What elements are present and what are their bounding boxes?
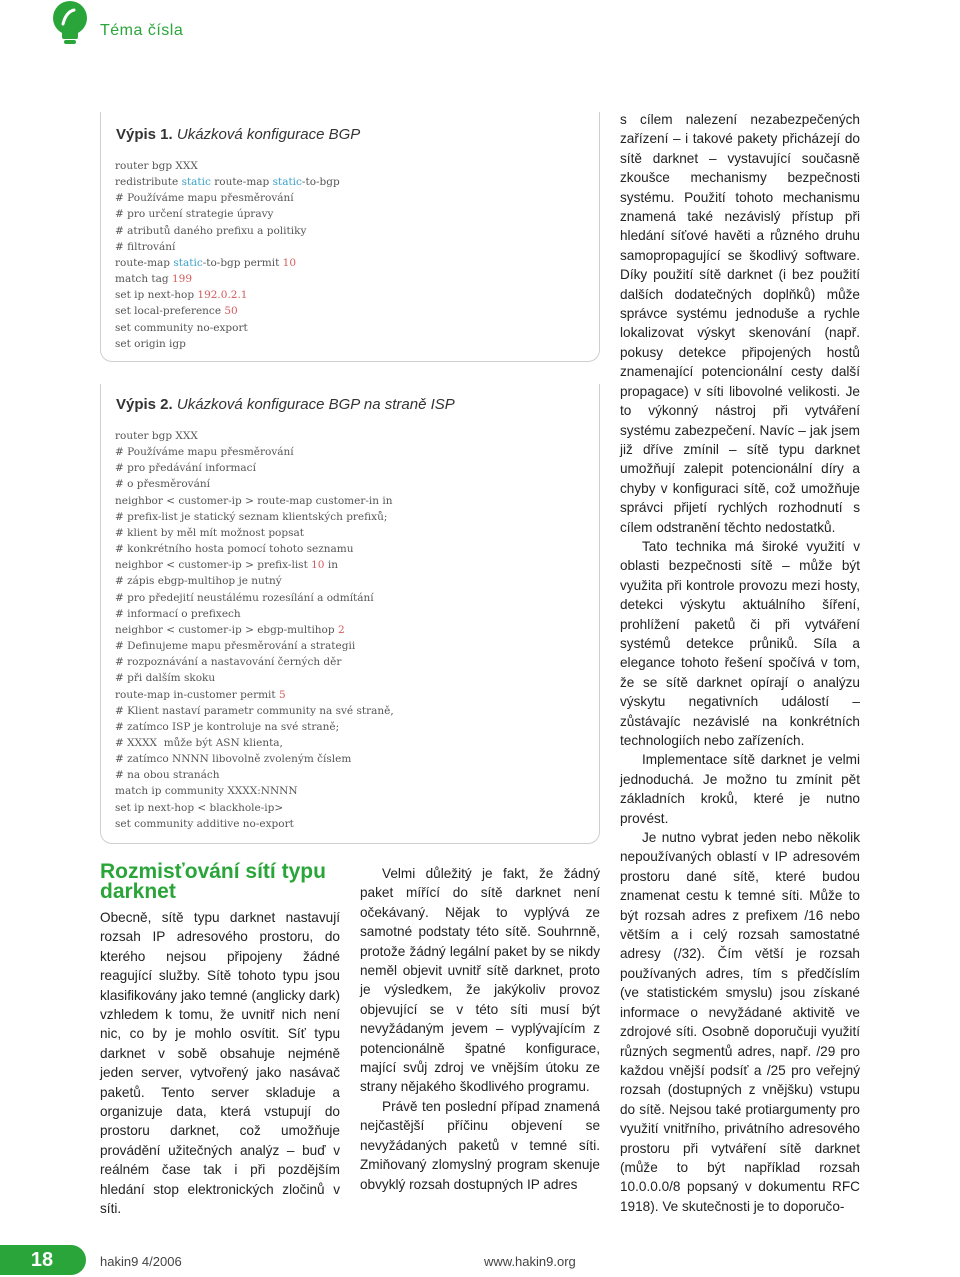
- paragraph: s cílem nalezení nezabezpečených zařízení – i takové pakety přicházejí do sítě darknet – vystavující současně zkoušce mechanismy bezpečnosti systému. Použití tohoto mechanismu znamená také nezávislý přístup při hledání síťové havěti a různého druhu samopropagující se škodlivý software. Díky použití sítě darknet (i bez použití dalších dodatečných doplňků) může správce systému jednoduše a rychle lokalizovat výskyt skenování (např. pokusy detekce připojených hostů znamenající potencionální cesty další propagace) v síti libovolné velikosti. Je to výkonný nástroj při vytváření systému zabezpečení. Navíc – jak jsem již dříve zmínil – sítě typu darknet umožňují zalepit potencionální díry a chyby v konfiguraci sítě, což umožňuje správci přijetí rychlých rozhodnutí s cílem odstranění těchto nedostatků.: [620, 112, 860, 535]
- left-column: [100, 908, 340, 1219]
- section-heading: Rozmisťování sítí typu darknet: [100, 860, 326, 903]
- listing-2-label: Výpis 2.: [116, 396, 173, 413]
- listing-1-title: [116, 126, 360, 143]
- listing-1-code: router bgp XXX redistribute static route-map static-to-bgp # Používáme mapu přesměrování # pro určení strategie úpravy # atributů daného prefixu a politiky # filtrování route-map static-to-bgp permit 10 match tag 199 set ip next-hop 192.0.2.1 set local-preference 50 set community no-export set origin igp: [115, 160, 340, 350]
- paragraph: Implementace sítě darknet je velmi jednoduchá. Je možno tu zmínit pět základních kroků, které je nutno provést.: [620, 752, 860, 826]
- listing-2-box: [100, 384, 600, 844]
- listing-2-title: [116, 396, 455, 413]
- paragraph: Tato technika má široké využití v oblasti bezpečnosti sítě – může být využita při kontrole provozu mezi hosty, detekci výskytu aktuálního šíření, prohlížení paketů či při vytváření systémů detekce průniků. Síla a elegance tohoto řešení spočívá v tom, že se sítě darknet opírají o analýzu výskytu negativních událostí – zůstávajíc nezávislé na konkrétních technologiích nebo zařízeních.: [620, 538, 860, 748]
- listing-1-box: [100, 112, 600, 362]
- listing-2-code: router bgp XXX # Používáme mapu přesměrování # pro předávání informací # o přesměrování neighbor < customer-ip > route-map customer-in in # prefix-list je statický seznam klientských prefixů; # klient by měl mít možnost popsat # konkrétního hosta pomocí tohoto seznamu neighbor < customer-ip > prefix-list 10 in # zápis ebgp-multihop je nutný # pro předejití neustálému rozesílání a odmítání # informací o prefixech neighbor < customer-ip > ebgp-multihop 2 # Definujeme mapu přesměrování a strategii # rozpoznávání a nastavování černých děr # při dalším skoku route-map in-customer permit 5 # Klient nastaví parametr community na své straně, # zatímco ISP je kontroluje na své straně; # XXXX může být ASN klienta, # zatímco NNNN libovolně zvoleným číslem # na obou stranách match ip community XXXX:NNNN set ip next-hop < blackhole-ip> set community additive no-export: [115, 430, 394, 830]
- listing-1-caption: Ukázková konfigurace BGP: [176, 126, 361, 143]
- footer-issue: hakin9 4/2006: [100, 1254, 182, 1269]
- paragraph: Obecně, sítě typu darknet nastavují rozsah IP adresového prostoru, do kterého nejsou připojeny žádné reagující služby. Sítě tohoto typu jsou klasifikovány jako temné (anglicky dark) vzhledem k tomu, že uvnitř nich není nic, co by je mohlo osvítit. Síť typu darknet v sobě obsahuje nejméně jeden server, vytvořený jako nasávač paketů. Tento server skladuje a organizuje data, která vstupují do prostoru darknet, což umožňuje provádění užitečných analýz – buď v reálném čase tak i při pozdějším hledání stop elektronických zločinů v síti.: [100, 910, 340, 1217]
- middle-column: [360, 864, 600, 1194]
- page-number: 18: [30, 1249, 54, 1271]
- paragraph: Velmi důležitý je fakt, že žádný paket mířící do sítě darknet není očekávaný. Nějak to vyplývá ze samotné podstaty této sítě. Souhrnně, protože žádný legální paket by se nikdy neměl objevit uvnitř sítě darknet, proto je výsledkem, že jakýkoliv provoz objevující se v této síti musí být nevyžádaným jevem – vyplývajícím z potencionálně špatné konfigurace, mající svůj zdroj ve vnějším útoku ze strany nějakého škodlivého programu.: [360, 866, 600, 1095]
- paragraph: Právě ten poslední případ znamená nejčastější příčinu objevení se nevyžádaných paketů v temné síti. Zmiňovaný zlomyslný program skenuje obvyklý rozsah dostupných IP adres: [360, 1098, 600, 1192]
- listing-1-label: Výpis 1.: [116, 126, 173, 143]
- footer-url[interactable]: www.hakin9.org: [484, 1254, 576, 1269]
- right-column: [620, 110, 860, 1216]
- paragraph: Je nutno vybrat jeden nebo několik nepoužívaných oblastí v IP adresovém prostoru dané sítě, které budou znamenat cestu k temné síti. Může to být rozsah adres z prefixem /16 nebo větším a i celý rozsah samostatné adresy (/32). Čím větší je rozsah používaných adres, tím s předčíslím (ve statistickém smyslu) jsou získané informace o nevyžádané aktivitě ve zdrojové síti. Osobně doporučuji využití různých segmentů adres, např. /29 pro každou vnější podsíť a /25 pro veřejný rozsah (dostupných z vnějšku) vstupu do sítě. Nejsou také protiargumenty pro využití vnitřního, privátního adresového prostoru při vytváření sítě darknet (může to být například rozsah 10.0.0.0/8 popsaný v dokumentu RFC 1918). Ve skutečnosti je to doporučo-: [620, 830, 860, 1214]
- section-title: Téma čísla: [100, 22, 184, 39]
- listing-2-caption: Ukázková konfigurace BGP na straně ISP: [176, 396, 455, 413]
- lightbulb-icon: [48, 0, 92, 46]
